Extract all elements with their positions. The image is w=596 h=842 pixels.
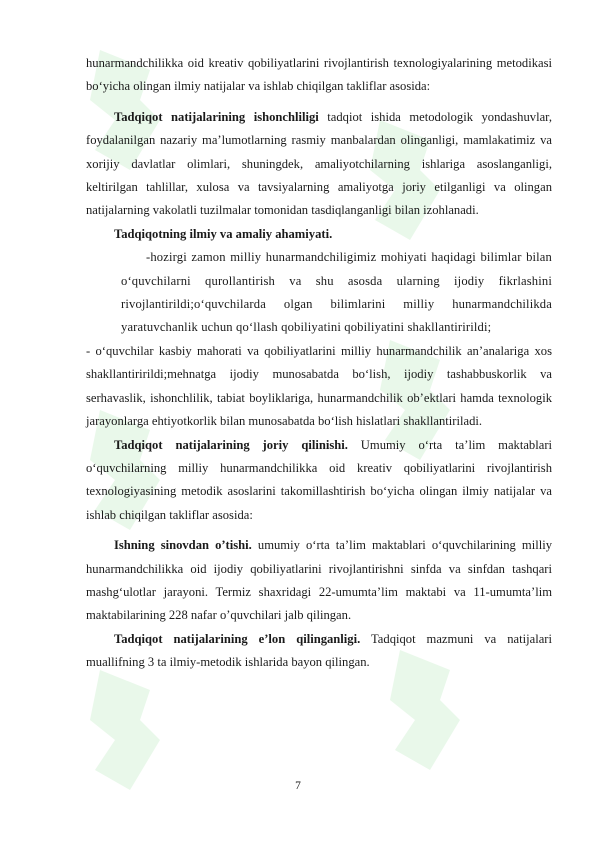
paragraph-publication: Tadqiqot natijalarining e’lon qilinganligi. Tadqiqot mazmuni va natijalari muallifning 3 ta ilmiy-metodik ishlarida bayon qilingan. bbox=[86, 631, 552, 670]
paragraph-testing: Ishning sinovdan o’tishi. umumiy o‘rta ta’lim maktablari o‘quvchilarining milliy hunarmandchilikka oid ijodiy qobiliyatlarini rivojlantirishni sinfda va sinfdan tashqari mashg‘ulotlar jarayoni. Termiz shaxridagi 22-umumta’lim maktabi va 11-umumta’lim maktabilarining 228 nafar o’quvchilari jalb qilingan. bbox=[86, 538, 552, 623]
paragraph-reliability: Tadqiqot natijalarining ishonchliligi tadqiot ishida metodologik yondashuvlar, foydalanilgan nazariy ma’lumotlarning rasmiy manbalardan olinganligi, mamlakatimiz va xorijiy davlatlar olimlari, shuningdek, amaliyotchilarning ishlariga asoslanganligi, keltirilgan tahlillar, xulosa va tavsiyalarning amaliyotga joriy etilganligi va olingan natijalarning vakolatli tuzilmalar tomonidan tasdiqlanganligi bilan izohlanadi. bbox=[86, 109, 552, 218]
list-item-skills: - o‘quvchilar kasbiy mahorati va qobiliyatlarini milliy hunarmandchilik an’analariga xos shakllantiririldi;mehnatga ijodiy munosabatda bo‘lish, ijodiy tashabbuskorlik va serhavaslik, ishonchlilik, tabiat boyliklariga, hunarmandchilik ob’ektlari hamda texnologik jarayonlarga ehtiyotkorlik bilan munosabatda bo‘lish hislatlari shakllantiriladi. bbox=[86, 343, 552, 429]
paragraph-implementation: Tadqiqot natijalarining joriy qilinishi. Umumiy o‘rta ta’lim maktablari o‘quvchilarning milliy hunarmandchilikka oid kreativ qobiliyatlarini rivojlantirish texnologiyasining metodik asoslarini takomillashtirish bo‘yicha olingan ilmiy natijalar va ishlab chiqilgan takliflar asosida: bbox=[86, 437, 553, 522]
body-text bbox=[86, 52, 552, 675]
page-number: 7 bbox=[295, 780, 301, 792]
list-item-significance: -hozirgi zamon milliy hunarmandchiligimiz mohiyati haqidagi bilimlar bilan o‘quvchilarni qurollantirish va shu asosda ularning ijodiy fikrlashini rivojlantirildi;o‘quvchilarda olgan bilimlarini milliy hunarmandchilikda yaratuvchanlik uchun qo‘llash qobiliyatini qobiliyatini shakllantiririldi; bbox=[121, 250, 552, 335]
section-heading-significance: Tadqiqotning ilmiy va amaliy ahamiyati. bbox=[114, 226, 333, 241]
paragraph-heading: Tadqiqot natijalarining ishonchliligi bbox=[114, 109, 319, 124]
hand-logo-icon bbox=[80, 660, 170, 800]
paragraph-intro: hunarmandchilikka oid kreativ qobiliyatlarini rivojlantirish texnologiyalarining metodikasi bo‘yicha olingan ilmiy natijalar va ishlab chiqilgan takliflar asosida: bbox=[86, 56, 552, 94]
